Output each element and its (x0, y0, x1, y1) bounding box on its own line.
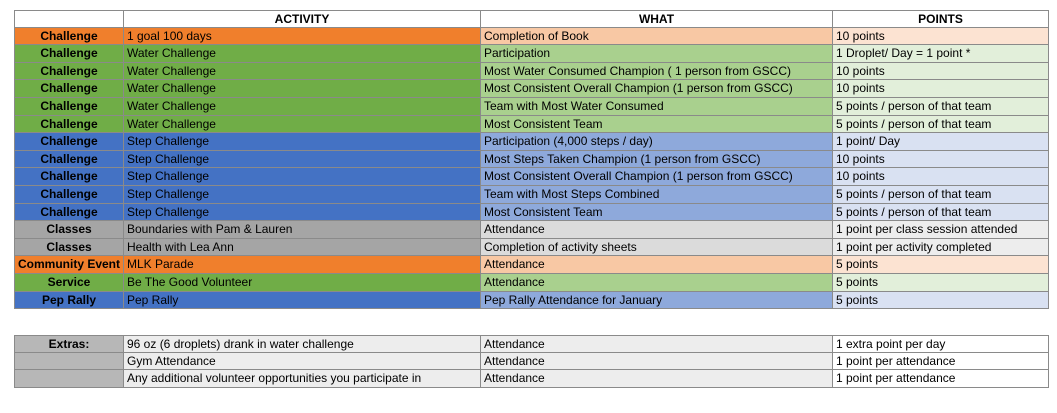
what-cell[interactable]: Pep Rally Attendance for January (481, 292, 833, 310)
what-cell[interactable]: Attendance (481, 370, 833, 388)
activity-cell[interactable]: Be The Good Volunteer (124, 274, 481, 292)
category-cell[interactable]: Service (14, 274, 124, 292)
what-cell[interactable]: Attendance (481, 335, 833, 353)
category-cell[interactable]: Challenge (14, 116, 124, 134)
points-cell[interactable]: 1 point per activity completed (833, 239, 1049, 257)
activity-cell[interactable]: Pep Rally (124, 292, 481, 310)
points-cell[interactable]: 1 point per attendance (833, 353, 1049, 371)
activity-cell[interactable]: Water Challenge (124, 98, 481, 116)
table-row (14, 116, 1049, 134)
category-cell[interactable]: Challenge (14, 186, 124, 204)
table-row (14, 80, 1049, 98)
activity-cell[interactable]: Water Challenge (124, 80, 481, 98)
category-cell[interactable]: Challenge (14, 63, 124, 81)
points-cell[interactable]: 1 point/ Day (833, 133, 1049, 151)
what-cell[interactable]: Attendance (481, 353, 833, 371)
table-row (14, 221, 1049, 239)
header-points[interactable]: POINTS (833, 10, 1049, 28)
category-cell[interactable]: Challenge (14, 168, 124, 186)
points-cell[interactable]: 5 points (833, 292, 1049, 310)
activity-cell[interactable]: 1 goal 100 days (124, 28, 481, 46)
what-cell[interactable]: Most Consistent Team (481, 204, 833, 222)
table-row (14, 256, 1049, 274)
what-cell[interactable]: Completion of Book (481, 28, 833, 46)
activity-cell[interactable]: Gym Attendance (124, 353, 481, 371)
what-cell[interactable]: Most Consistent Overall Champion (1 person from GSCC) (481, 80, 833, 98)
activity-cell[interactable]: Boundaries with Pam & Lauren (124, 221, 481, 239)
extras-label-cell[interactable]: Extras: (14, 335, 124, 353)
table-row (14, 133, 1049, 151)
what-cell[interactable]: Completion of activity sheets (481, 239, 833, 257)
header-what[interactable]: WHAT (481, 10, 833, 28)
category-cell[interactable]: Challenge (14, 151, 124, 169)
what-cell[interactable]: Most Water Consumed Champion ( 1 person from GSCC) (481, 63, 833, 81)
points-cell[interactable]: 10 points (833, 80, 1049, 98)
table-row (14, 168, 1049, 186)
activity-cell[interactable]: MLK Parade (124, 256, 481, 274)
what-cell[interactable]: Attendance (481, 221, 833, 239)
activity-cell[interactable]: Step Challenge (124, 151, 481, 169)
header-category[interactable] (14, 10, 124, 28)
category-cell[interactable]: Classes (14, 221, 124, 239)
points-cell[interactable]: 1 extra point per day (833, 335, 1049, 353)
extras-row (14, 335, 1049, 353)
what-cell[interactable]: Participation (481, 45, 833, 63)
points-spreadsheet (14, 10, 1049, 388)
points-cell[interactable]: 5 points / person of that team (833, 98, 1049, 116)
table-row (14, 274, 1049, 292)
table-row (14, 98, 1049, 116)
activity-cell[interactable]: Water Challenge (124, 45, 481, 63)
table-row (14, 45, 1049, 63)
extras-row (14, 353, 1049, 371)
points-cell[interactable]: 5 points (833, 274, 1049, 292)
what-cell[interactable]: Team with Most Water Consumed (481, 98, 833, 116)
category-cell[interactable]: Community Event (14, 256, 124, 274)
extras-label-cell[interactable] (14, 353, 124, 371)
table-row (14, 239, 1049, 257)
category-cell[interactable]: Pep Rally (14, 292, 124, 310)
table-row (14, 28, 1049, 46)
activity-cell[interactable]: Step Challenge (124, 204, 481, 222)
category-cell[interactable]: Challenge (14, 98, 124, 116)
spacer (14, 309, 1049, 335)
points-cell[interactable]: 5 points / person of that team (833, 204, 1049, 222)
what-cell[interactable]: Most Consistent Team (481, 116, 833, 134)
points-cell[interactable]: 1 point per attendance (833, 370, 1049, 388)
category-cell[interactable]: Challenge (14, 28, 124, 46)
points-cell[interactable]: 10 points (833, 168, 1049, 186)
what-cell[interactable]: Participation (4,000 steps / day) (481, 133, 833, 151)
points-cell[interactable]: 5 points / person of that team (833, 116, 1049, 134)
activity-cell[interactable]: Water Challenge (124, 63, 481, 81)
category-cell[interactable]: Challenge (14, 204, 124, 222)
activity-cell[interactable]: Step Challenge (124, 186, 481, 204)
activity-cell[interactable]: Health with Lea Ann (124, 239, 481, 257)
activity-cell[interactable]: 96 oz (6 droplets) drank in water challenge (124, 335, 481, 353)
table-row (14, 151, 1049, 169)
what-cell[interactable]: Attendance (481, 274, 833, 292)
activity-cell[interactable]: Step Challenge (124, 133, 481, 151)
table-row (14, 292, 1049, 310)
points-cell[interactable]: 1 point per class session attended (833, 221, 1049, 239)
header-activity[interactable]: ACTIVITY (124, 10, 481, 28)
what-cell[interactable]: Attendance (481, 256, 833, 274)
table-row (14, 204, 1049, 222)
extras-table-body (14, 335, 1049, 388)
points-cell[interactable]: 10 points (833, 151, 1049, 169)
category-cell[interactable]: Challenge (14, 45, 124, 63)
header-row (14, 10, 1049, 28)
points-cell[interactable]: 5 points / person of that team (833, 186, 1049, 204)
activity-cell[interactable]: Step Challenge (124, 168, 481, 186)
category-cell[interactable]: Challenge (14, 133, 124, 151)
points-cell[interactable]: 1 Droplet/ Day = 1 point * (833, 45, 1049, 63)
category-cell[interactable]: Challenge (14, 80, 124, 98)
points-cell[interactable]: 10 points (833, 28, 1049, 46)
what-cell[interactable]: Most Steps Taken Champion (1 person from GSCC) (481, 151, 833, 169)
table-row (14, 186, 1049, 204)
category-cell[interactable]: Classes (14, 239, 124, 257)
activity-cell[interactable]: Any additional volunteer opportunities you participate in (124, 370, 481, 388)
activity-cell[interactable]: Water Challenge (124, 116, 481, 134)
points-cell[interactable]: 10 points (833, 63, 1049, 81)
main-table-body (14, 28, 1049, 310)
extras-row (14, 370, 1049, 388)
what-cell[interactable]: Team with Most Steps Combined (481, 186, 833, 204)
points-cell[interactable]: 5 points (833, 256, 1049, 274)
what-cell[interactable]: Most Consistent Overall Champion (1 person from GSCC) (481, 168, 833, 186)
extras-label-cell[interactable] (14, 370, 124, 388)
table-row (14, 63, 1049, 81)
